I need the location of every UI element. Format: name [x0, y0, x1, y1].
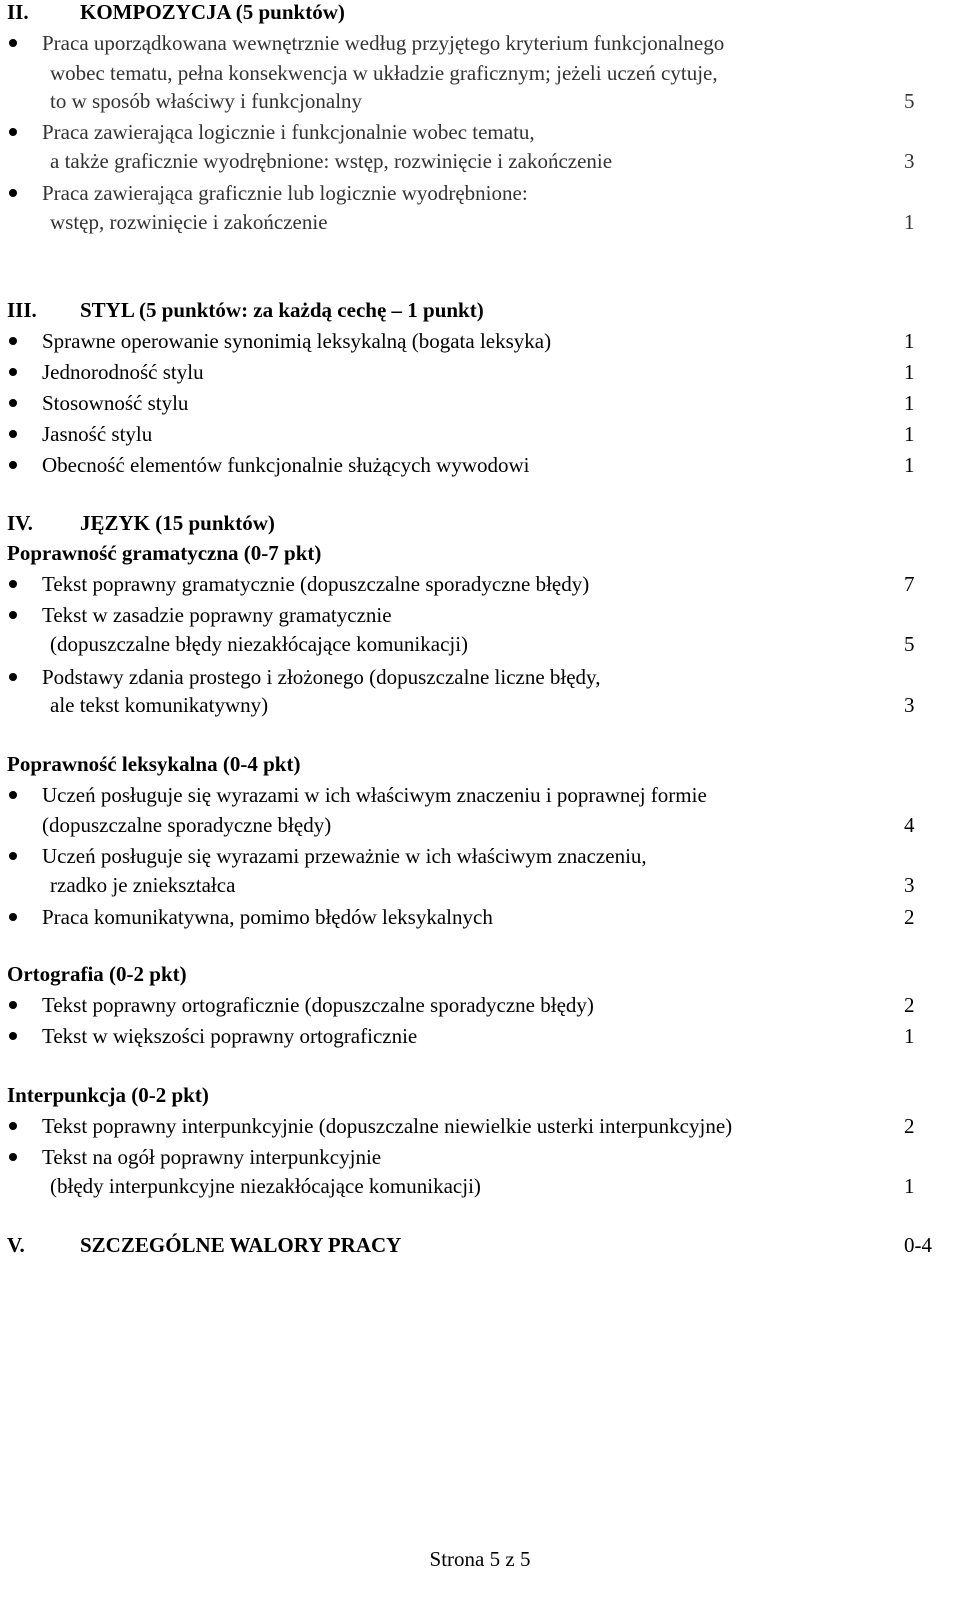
criterion-text: Stosowność stylu: [42, 391, 189, 415]
bullet-icon: [9, 913, 17, 921]
section-5-number: V.: [7, 1233, 25, 1257]
section-2-title: KOMPOZYCJA (5 punktów): [80, 0, 345, 24]
bullet-icon: [9, 1032, 17, 1040]
points-value: 1: [904, 210, 915, 234]
criterion-text: Praca uporządkowana wewnętrznie według przyjętego kryterium funkcjonalnego: [42, 31, 725, 55]
criterion-text: rzadko je zniekształca: [50, 873, 236, 897]
criterion-text: Praca komunikatywna, pomimo błędów leksykalnych: [42, 905, 493, 929]
points-value: 5: [904, 89, 915, 113]
section-2-number: II.: [7, 0, 29, 24]
criterion-text: (dopuszczalne sporadyczne błędy): [42, 813, 332, 837]
points-value: 1: [904, 360, 915, 384]
bullet-icon: [9, 461, 17, 469]
criterion-text: a także graficznie wyodrębnione: wstęp, rozwinięcie i zakończenie: [50, 149, 613, 173]
points-value: 2: [904, 1114, 915, 1138]
bullet-icon: [9, 128, 17, 136]
section-3-number: III.: [7, 298, 37, 322]
points-value: 0-4: [904, 1233, 932, 1257]
bullet-icon: [9, 430, 17, 438]
points-value: 1: [904, 391, 915, 415]
criterion-text: Uczeń posługuje się wyrazami przeważnie w ich właściwym znaczeniu,: [42, 844, 647, 868]
points-value: 4: [904, 813, 915, 837]
bullet-icon: [9, 189, 17, 197]
criterion-text: Tekst na ogół poprawny interpunkcyjnie: [42, 1145, 382, 1169]
section-4-title: JĘZYK (15 punktów): [80, 511, 275, 535]
criterion-text: Podstawy zdania prostego i złożonego (dopuszczalne liczne błędy,: [42, 665, 601, 689]
points-value: 1: [904, 1174, 915, 1198]
page-number: Strona 5 z 5: [429, 1547, 531, 1571]
bullet-icon: [9, 791, 17, 799]
points-value: 1: [904, 453, 915, 477]
bullet-icon: [9, 399, 17, 407]
criterion-text: Obecność elementów funkcjonalnie służących wywodowi: [42, 453, 530, 477]
subsection-heading: Ortografia (0-2 pkt): [7, 962, 187, 986]
criterion-text: Sprawne operowanie synonimią leksykalną (bogata leksyka): [42, 329, 552, 353]
criterion-text: Jasność stylu: [42, 422, 153, 446]
section-4-number: IV.: [7, 511, 33, 535]
criterion-text: Tekst poprawny gramatycznie (dopuszczalne sporadyczne błędy): [42, 572, 590, 596]
bullet-icon: [9, 852, 17, 860]
bullet-icon: [9, 673, 17, 681]
bullet-icon: [9, 337, 17, 345]
criterion-text: Jednorodność stylu: [42, 360, 204, 384]
criterion-text: wobec tematu, pełna konsekwencja w układzie graficznym; jeżeli uczeń cytuje,: [50, 61, 718, 85]
bullet-icon: [9, 1122, 17, 1130]
subsection-heading: Poprawność gramatyczna (0-7 pkt): [7, 541, 322, 565]
points-value: 5: [904, 632, 915, 656]
subsection-heading: Interpunkcja (0-2 pkt): [7, 1083, 209, 1107]
section-5-title: SZCZEGÓLNE WALORY PRACY: [80, 1233, 402, 1257]
points-value: 2: [904, 993, 915, 1017]
bullet-icon: [9, 1153, 17, 1161]
criterion-text: Uczeń posługuje się wyrazami w ich właściwym znaczeniu i poprawnej formie: [42, 783, 707, 807]
points-value: 3: [904, 693, 915, 717]
bullet-icon: [9, 1001, 17, 1009]
points-value: 2: [904, 905, 915, 929]
criterion-text: ale tekst komunikatywny): [50, 693, 269, 717]
points-value: 3: [904, 149, 915, 173]
points-value: 1: [904, 329, 915, 353]
points-value: 7: [904, 572, 915, 596]
criterion-text: Tekst poprawny interpunkcyjnie (dopuszczalne niewielkie usterki interpunkcyjne): [42, 1114, 733, 1138]
points-value: 1: [904, 422, 915, 446]
bullet-icon: [9, 368, 17, 376]
bullet-icon: [9, 580, 17, 588]
criterion-text: Praca zawierająca logicznie i funkcjonalnie wobec tematu,: [42, 120, 535, 144]
section-3-title: STYL (5 punktów: za każdą cechę – 1 punkt): [80, 298, 484, 322]
subsection-heading: Poprawność leksykalna (0-4 pkt): [7, 752, 301, 776]
criterion-text: Tekst poprawny ortograficznie (dopuszczalne sporadyczne błędy): [42, 993, 594, 1017]
criterion-text: Praca zawierająca graficznie lub logicznie wyodrębnione:: [42, 181, 528, 205]
criterion-text: Tekst w zasadzie poprawny gramatycznie: [42, 603, 392, 627]
bullet-icon: [9, 611, 17, 619]
criterion-text: (dopuszczalne błędy niezakłócające komunikacji): [50, 632, 469, 656]
points-value: 3: [904, 873, 915, 897]
points-value: 1: [904, 1024, 915, 1048]
criterion-text: Tekst w większości poprawny ortograficznie: [42, 1024, 418, 1048]
criterion-text: wstęp, rozwinięcie i zakończenie: [50, 210, 328, 234]
criterion-text: (błędy interpunkcyjne niezakłócające komunikacji): [50, 1174, 481, 1198]
criterion-text: to w sposób właściwy i funkcjonalny: [50, 89, 363, 113]
bullet-icon: [9, 39, 17, 47]
